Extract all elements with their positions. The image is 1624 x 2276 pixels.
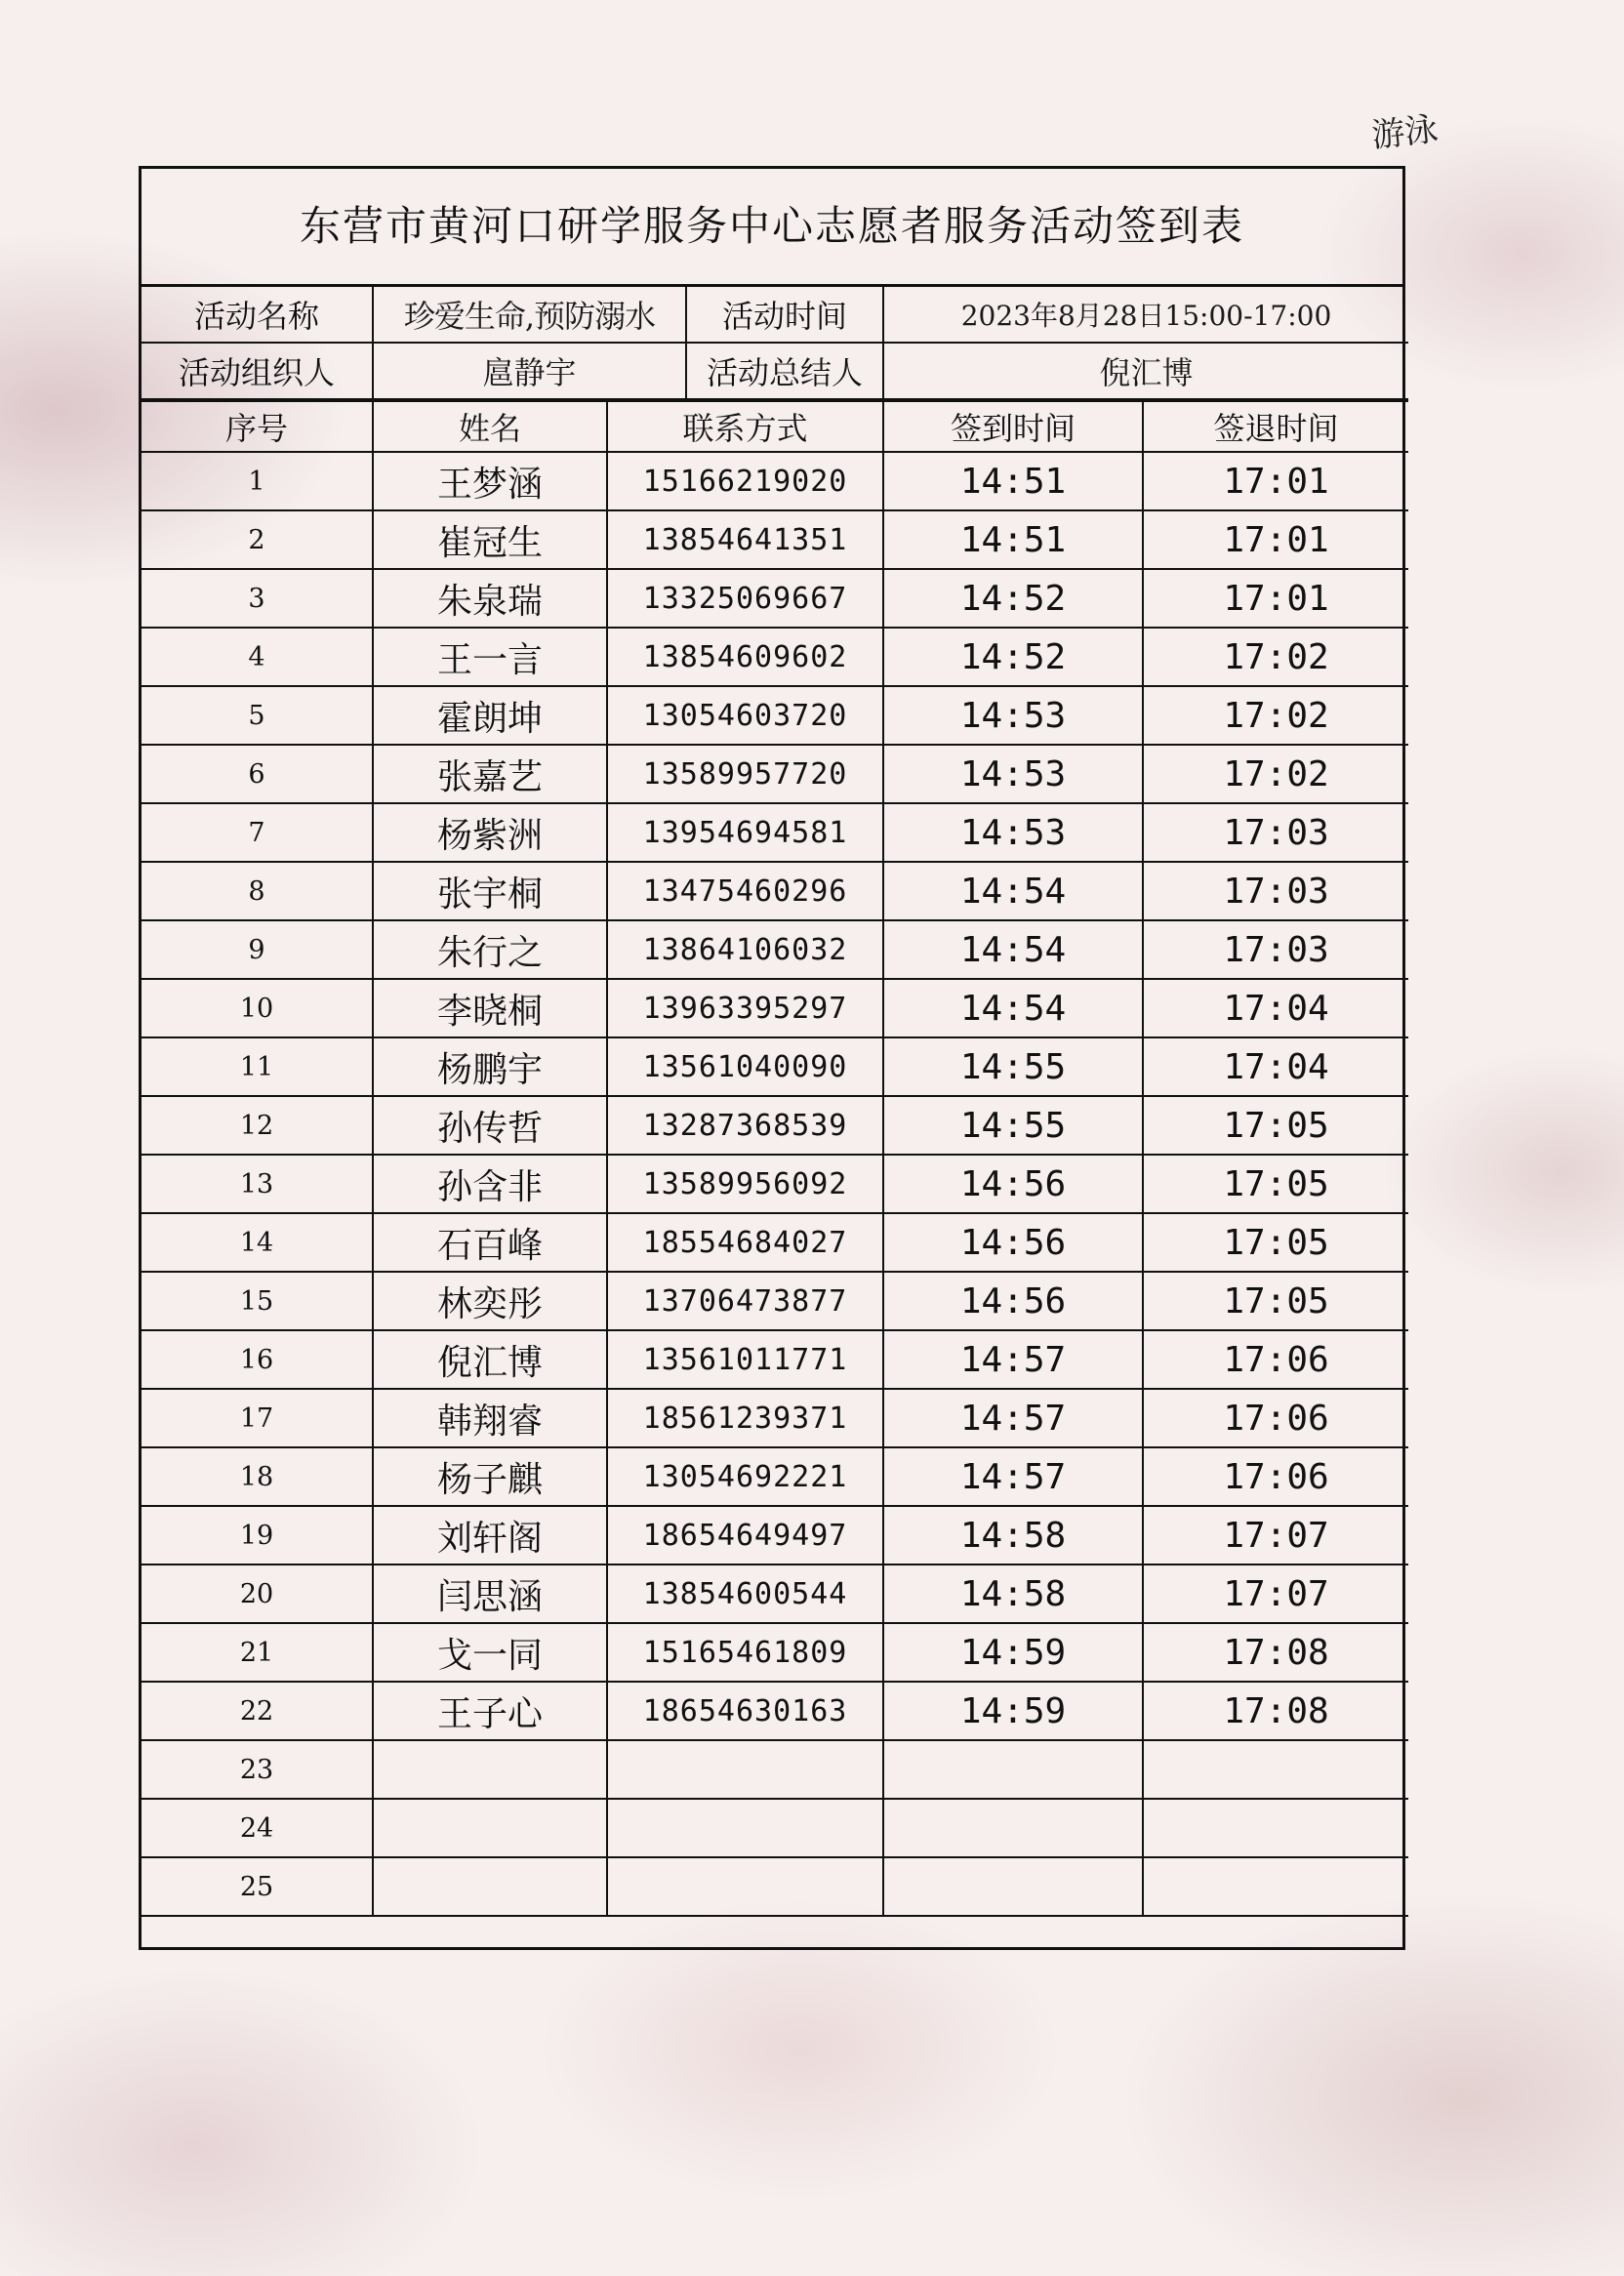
row-index: 18 (142, 1447, 373, 1506)
table-row (142, 1506, 1408, 1565)
row-name: 戈一同 (373, 1623, 607, 1682)
row-checkin (883, 1799, 1143, 1857)
row-index: 4 (142, 628, 373, 686)
row-name: 张嘉艺 (373, 745, 607, 803)
row-checkout: 17:02 (1143, 745, 1408, 803)
row-index: 8 (142, 862, 373, 920)
row-checkout: 17:06 (1143, 1447, 1408, 1506)
row-checkin: 14:58 (883, 1506, 1143, 1565)
row-checkin: 14:57 (883, 1330, 1143, 1389)
row-index: 19 (142, 1506, 373, 1565)
row-index: 13 (142, 1155, 373, 1213)
row-checkout: 17:08 (1143, 1623, 1408, 1682)
row-phone: 13475460296 (607, 862, 883, 920)
row-index: 11 (142, 1037, 373, 1096)
row-phone: 13589957720 (607, 745, 883, 803)
row-index: 24 (142, 1799, 373, 1857)
row-checkout: 17:05 (1143, 1272, 1408, 1330)
row-name: 朱泉瑞 (373, 569, 607, 628)
table-row (142, 1389, 1408, 1447)
table-row (142, 1096, 1408, 1155)
activity-time-label: 活动时间 (686, 287, 883, 343)
row-name: 王子心 (373, 1682, 607, 1740)
row-phone: 13954694581 (607, 803, 883, 862)
row-index: 21 (142, 1623, 373, 1682)
row-checkout: 17:04 (1143, 979, 1408, 1037)
table-row (142, 1155, 1408, 1213)
row-checkin: 14:51 (883, 452, 1143, 510)
row-checkout: 17:02 (1143, 686, 1408, 745)
row-phone: 13854609602 (607, 628, 883, 686)
row-name: 石百峰 (373, 1213, 607, 1272)
table-body (142, 452, 1408, 1916)
row-phone: 13287368539 (607, 1096, 883, 1155)
row-name (373, 1857, 607, 1916)
row-checkout (1143, 1799, 1408, 1857)
row-phone: 18561239371 (607, 1389, 883, 1447)
table-row (142, 1213, 1408, 1272)
signin-table (142, 400, 1408, 1917)
row-phone: 13054603720 (607, 686, 883, 745)
table-row (142, 686, 1408, 745)
row-checkout: 17:01 (1143, 452, 1408, 510)
table-row (142, 979, 1408, 1037)
row-index: 10 (142, 979, 373, 1037)
organizer-value: 扈静宇 (373, 343, 686, 399)
activity-info (142, 287, 1402, 400)
row-checkin: 14:56 (883, 1272, 1143, 1330)
row-checkout: 17:01 (1143, 569, 1408, 628)
table-row (142, 628, 1408, 686)
row-checkin: 14:53 (883, 745, 1143, 803)
activity-time-value: 2023年8月28日15:00-17:00 (883, 287, 1408, 343)
row-name: 林奕彤 (373, 1272, 607, 1330)
row-phone: 13561040090 (607, 1037, 883, 1096)
row-checkin: 14:59 (883, 1682, 1143, 1740)
row-index: 23 (142, 1740, 373, 1799)
summarizer-label: 活动总结人 (686, 343, 883, 399)
row-checkin: 14:54 (883, 920, 1143, 979)
row-checkin: 14:59 (883, 1623, 1143, 1682)
row-checkout: 17:01 (1143, 510, 1408, 569)
table-row (142, 920, 1408, 979)
row-index: 22 (142, 1682, 373, 1740)
row-checkout: 17:03 (1143, 803, 1408, 862)
row-index: 1 (142, 452, 373, 510)
row-phone: 18654630163 (607, 1682, 883, 1740)
row-name: 朱行之 (373, 920, 607, 979)
table-row (142, 862, 1408, 920)
row-checkout (1143, 1740, 1408, 1799)
row-phone: 15165461809 (607, 1623, 883, 1682)
row-phone: 18654649497 (607, 1506, 883, 1565)
row-checkout (1143, 1857, 1408, 1916)
corner-handwritten-note: 游泳 (1369, 109, 1441, 156)
table-row (142, 1447, 1408, 1506)
activity-name-label: 活动名称 (142, 287, 373, 343)
table-row (142, 569, 1408, 628)
row-index: 5 (142, 686, 373, 745)
row-checkout: 17:07 (1143, 1506, 1408, 1565)
row-checkin (883, 1857, 1143, 1916)
row-checkin: 14:54 (883, 979, 1143, 1037)
info-row-name-time (142, 287, 1408, 343)
row-phone: 13706473877 (607, 1272, 883, 1330)
row-checkout: 17:06 (1143, 1330, 1408, 1389)
row-name (373, 1799, 607, 1857)
row-index: 25 (142, 1857, 373, 1916)
row-checkout: 17:05 (1143, 1096, 1408, 1155)
table-row (142, 803, 1408, 862)
row-index: 3 (142, 569, 373, 628)
table-row (142, 510, 1408, 569)
row-checkin: 14:57 (883, 1447, 1143, 1506)
row-checkout: 17:06 (1143, 1389, 1408, 1447)
row-name: 孙含非 (373, 1155, 607, 1213)
row-name: 王一言 (373, 628, 607, 686)
table-row (142, 1272, 1408, 1330)
header-checkout: 签退时间 (1143, 401, 1408, 452)
row-checkin: 14:53 (883, 686, 1143, 745)
row-phone: 13325069667 (607, 569, 883, 628)
row-checkout: 17:04 (1143, 1037, 1408, 1096)
row-checkin: 14:58 (883, 1565, 1143, 1623)
row-index: 17 (142, 1389, 373, 1447)
row-phone: 13854600544 (607, 1565, 883, 1623)
row-checkout: 17:08 (1143, 1682, 1408, 1740)
row-checkout: 17:05 (1143, 1213, 1408, 1272)
row-phone: 13589956092 (607, 1155, 883, 1213)
row-name: 刘轩阁 (373, 1506, 607, 1565)
row-index: 9 (142, 920, 373, 979)
row-checkin: 14:53 (883, 803, 1143, 862)
row-index: 15 (142, 1272, 373, 1330)
row-index: 20 (142, 1565, 373, 1623)
table-row (142, 1330, 1408, 1389)
table-row (142, 1565, 1408, 1623)
row-checkin: 14:56 (883, 1155, 1143, 1213)
row-name: 杨子麒 (373, 1447, 607, 1506)
row-index: 2 (142, 510, 373, 569)
row-checkin (883, 1740, 1143, 1799)
sheet-title: 东营市黄河口研学服务中心志愿者服务活动签到表 (142, 169, 1402, 287)
row-phone: 18554684027 (607, 1213, 883, 1272)
signin-sheet (139, 166, 1405, 1950)
row-phone: 13561011771 (607, 1330, 883, 1389)
row-phone: 15166219020 (607, 452, 883, 510)
table-row (142, 1799, 1408, 1857)
row-checkin: 14:52 (883, 569, 1143, 628)
row-checkin: 14:52 (883, 628, 1143, 686)
table-row (142, 1740, 1408, 1799)
header-checkin: 签到时间 (883, 401, 1143, 452)
row-phone (607, 1799, 883, 1857)
table-row (142, 1623, 1408, 1682)
row-name: 霍朗坤 (373, 686, 607, 745)
row-name: 杨鹏宇 (373, 1037, 607, 1096)
table-row (142, 1857, 1408, 1916)
header-index: 序号 (142, 401, 373, 452)
row-name: 张宇桐 (373, 862, 607, 920)
row-phone: 13854641351 (607, 510, 883, 569)
row-name: 闫思涵 (373, 1565, 607, 1623)
row-checkout: 17:05 (1143, 1155, 1408, 1213)
header-contact: 联系方式 (607, 401, 883, 452)
row-phone: 13864106032 (607, 920, 883, 979)
summarizer-value: 倪汇博 (883, 343, 1408, 399)
table-row (142, 1037, 1408, 1096)
row-checkin: 14:55 (883, 1037, 1143, 1096)
table-row (142, 1682, 1408, 1740)
row-phone: 13963395297 (607, 979, 883, 1037)
row-name: 韩翔睿 (373, 1389, 607, 1447)
row-checkout: 17:07 (1143, 1565, 1408, 1623)
table-row (142, 452, 1408, 510)
row-name: 王梦涵 (373, 452, 607, 510)
row-phone (607, 1740, 883, 1799)
header-name: 姓名 (373, 401, 607, 452)
row-checkin: 14:56 (883, 1213, 1143, 1272)
row-name: 李晓桐 (373, 979, 607, 1037)
row-name: 孙传哲 (373, 1096, 607, 1155)
row-checkin: 14:55 (883, 1096, 1143, 1155)
row-phone (607, 1857, 883, 1916)
organizer-label: 活动组织人 (142, 343, 373, 399)
row-checkin: 14:54 (883, 862, 1143, 920)
row-name: 倪汇博 (373, 1330, 607, 1389)
row-checkout: 17:03 (1143, 862, 1408, 920)
row-phone: 13054692221 (607, 1447, 883, 1506)
row-name (373, 1740, 607, 1799)
row-index: 7 (142, 803, 373, 862)
row-index: 12 (142, 1096, 373, 1155)
row-name: 杨紫洲 (373, 803, 607, 862)
row-checkin: 14:51 (883, 510, 1143, 569)
row-index: 16 (142, 1330, 373, 1389)
row-checkin: 14:57 (883, 1389, 1143, 1447)
table-header-row (142, 401, 1408, 452)
activity-name-value: 珍爱生命,预防溺水 (373, 287, 686, 343)
row-index: 6 (142, 745, 373, 803)
row-checkout: 17:03 (1143, 920, 1408, 979)
row-index: 14 (142, 1213, 373, 1272)
info-row-people (142, 343, 1408, 399)
row-name: 崔冠生 (373, 510, 607, 569)
row-checkout: 17:02 (1143, 628, 1408, 686)
table-row (142, 745, 1408, 803)
